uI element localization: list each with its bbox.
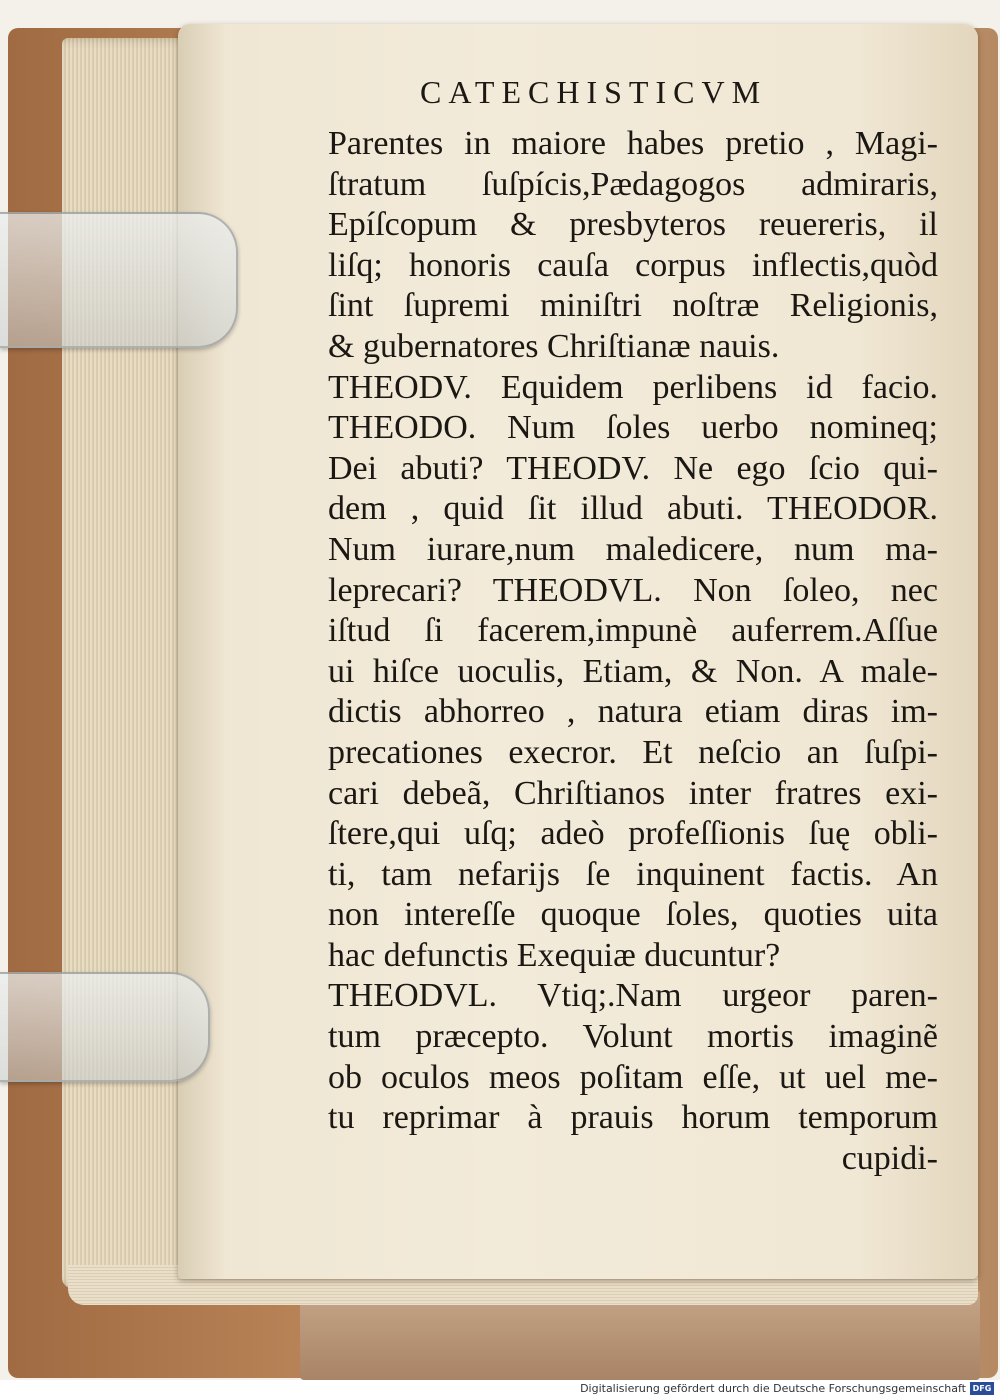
text-line: tum præcepto. Volunt mortis imaginẽ: [328, 1018, 938, 1056]
text-line: ti, tam nefarijs ſe inquinent factis. An: [328, 855, 938, 893]
dfg-logo: DFG: [970, 1382, 994, 1395]
catchword: cupidi-: [841, 1139, 938, 1177]
text-line: Dei abuti? THEODV. Ne ego ſcio qui-: [328, 449, 938, 487]
text-line: liſq; honoris cauſa corpus inflectis,quòd: [328, 246, 938, 284]
text-line: & gubernatores Chriſtianæ nauis.: [328, 327, 780, 365]
text-line: ſtere,qui uſq; adeò profeſſionis ſuę obli-: [328, 815, 938, 853]
text-line: leprecari? THEODVL. Non ſoleo, nec: [328, 571, 938, 609]
text-line: ſint ſupremi miniſtri noſtræ Religionis,: [328, 287, 938, 325]
text-line: THEODO. Num ſoles uerbo nomineq;: [328, 409, 938, 447]
text-line: precationes execror. Et neſcio an ſuſpi-: [328, 733, 938, 771]
text-line: cari debeã, Chriſtianos inter fratres exi-: [328, 774, 938, 812]
digitization-credit: Digitalisierung gefördert durch die Deutsche Forschungsgemeinschaft: [580, 1382, 966, 1395]
page-body-text: [328, 124, 938, 1179]
text-line: Parentes in maiore habes pretio , Magi-: [328, 125, 938, 162]
page-clip-bottom: [0, 972, 210, 1082]
text-line: non intereſſe quoque ſoles, quoties uita: [328, 896, 938, 934]
text-line: ui hiſce uoculis, Etiam, & Non. A male-: [328, 652, 938, 690]
text-line: THEODV. Equidem perlibens id facio.: [328, 368, 938, 406]
text-line: dictis abhorreo , natura etiam diras im-: [328, 693, 938, 731]
running-head: CATECHISTICVM: [420, 74, 768, 110]
text-line: dem , quid ſit illud abuti. THEODOR.: [328, 490, 938, 528]
text-line: THEODVL. Vtiq;.Nam urgeor paren-: [328, 977, 938, 1015]
text-line: tu reprimar à prauis horum temporum: [328, 1099, 938, 1137]
text-line: Epíſcopum & presbyteros reuereris, il: [328, 206, 938, 244]
page-clip-top: [0, 212, 238, 348]
text-line: iſtud ſi facerem,impunè auferrem.Aſſue: [328, 612, 938, 650]
text-line: hac defunctis Exequiæ ducuntur?: [328, 936, 781, 974]
text-line: ob oculos meos poſitam eſſe, ut uel me-: [328, 1058, 938, 1096]
text-line: ſtratum ſuſpícis,Pædagogos admiraris,: [328, 165, 938, 203]
text-line: Num iurare,num maledicere, num ma-: [328, 530, 938, 568]
